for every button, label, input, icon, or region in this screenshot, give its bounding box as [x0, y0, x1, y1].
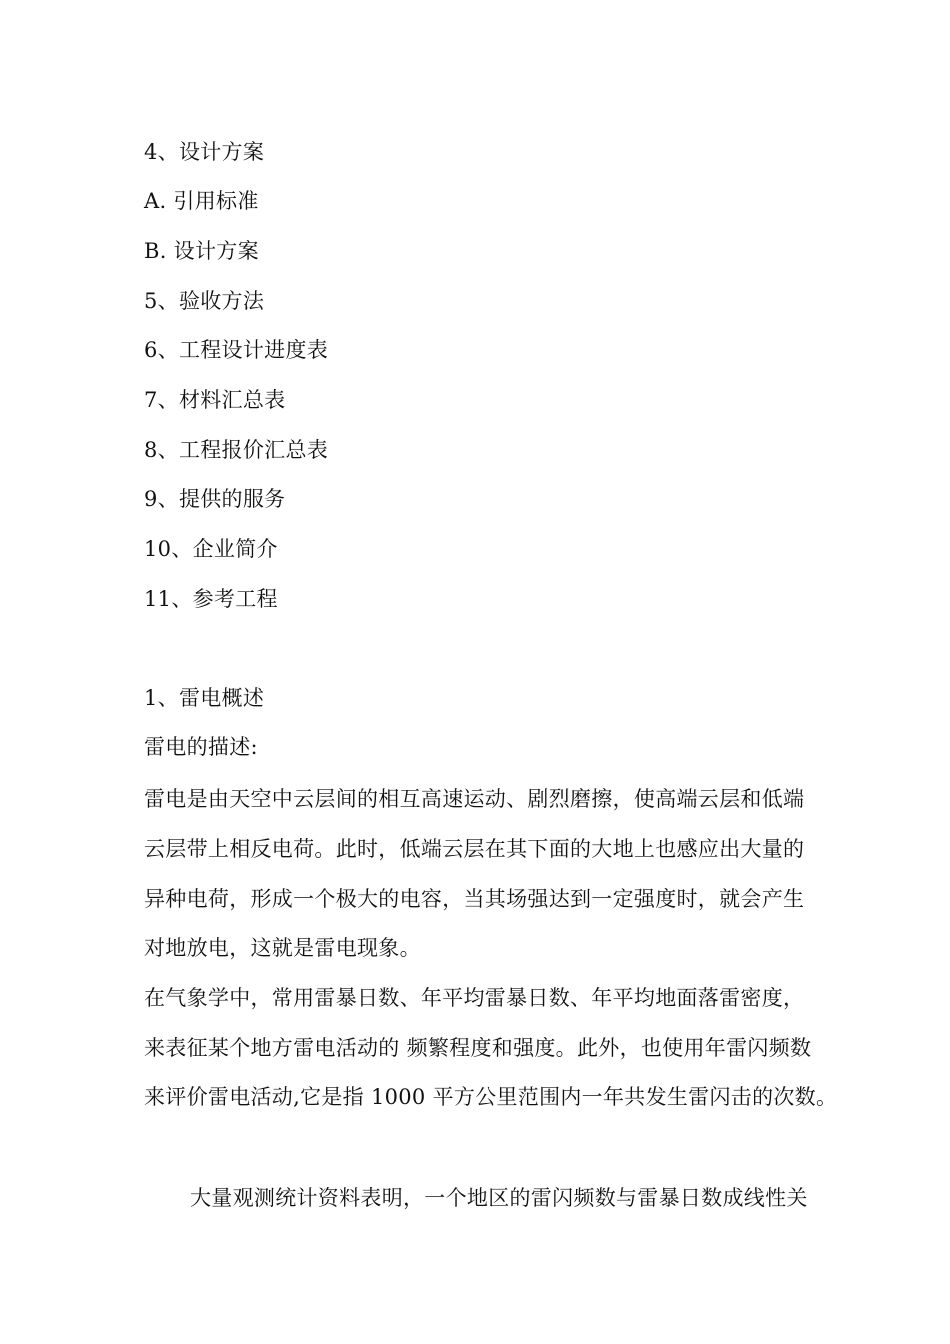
paragraph-line: 大量观测统计资料表明，一个地区的雷闪频数与雷暴日数成线性关	[190, 1186, 808, 1210]
toc-item: 5、验收方法	[144, 289, 265, 313]
toc-item: A. 引用标准	[144, 189, 259, 213]
section-heading: 1、雷电概述	[144, 686, 265, 710]
toc-item: B. 设计方案	[144, 239, 259, 263]
toc-item: 11、参考工程	[144, 587, 278, 611]
paragraph-line: 雷电是由天空中云层间的相互高速运动、剧烈磨擦，使高端云层和低端	[144, 787, 805, 811]
paragraph-line: 在气象学中，常用雷暴日数、年平均雷暴日数、年平均地面落雷密度，	[144, 986, 805, 1010]
section-subheading: 雷电的描述:	[144, 735, 258, 759]
paragraph-line: 异种电荷，形成一个极大的电容，当其场强达到一定强度时，就会产生	[144, 887, 805, 911]
toc-item: 9、提供的服务	[144, 487, 286, 511]
toc-item: 7、材料汇总表	[144, 388, 286, 412]
toc-item: 6、工程设计进度表	[144, 338, 329, 362]
paragraph-line: 对地放电，这就是雷电现象。	[144, 936, 421, 960]
toc-item: 4、设计方案	[144, 140, 265, 164]
paragraph-line: 来表征某个地方雷电活动的 频繁程度和强度。此外，也使用年雷闪频数	[144, 1036, 812, 1060]
paragraph-line: 来评价雷电活动,它是指 1000 平方公里范围内一年共发生雷闪击的次数。	[144, 1085, 838, 1109]
paragraph-line: 云层带上相反电荷。此时，低端云层在其下面的大地上也感应出大量的	[144, 837, 805, 861]
toc-item: 10、企业简介	[144, 537, 278, 561]
toc-item: 8、工程报价汇总表	[144, 438, 329, 462]
